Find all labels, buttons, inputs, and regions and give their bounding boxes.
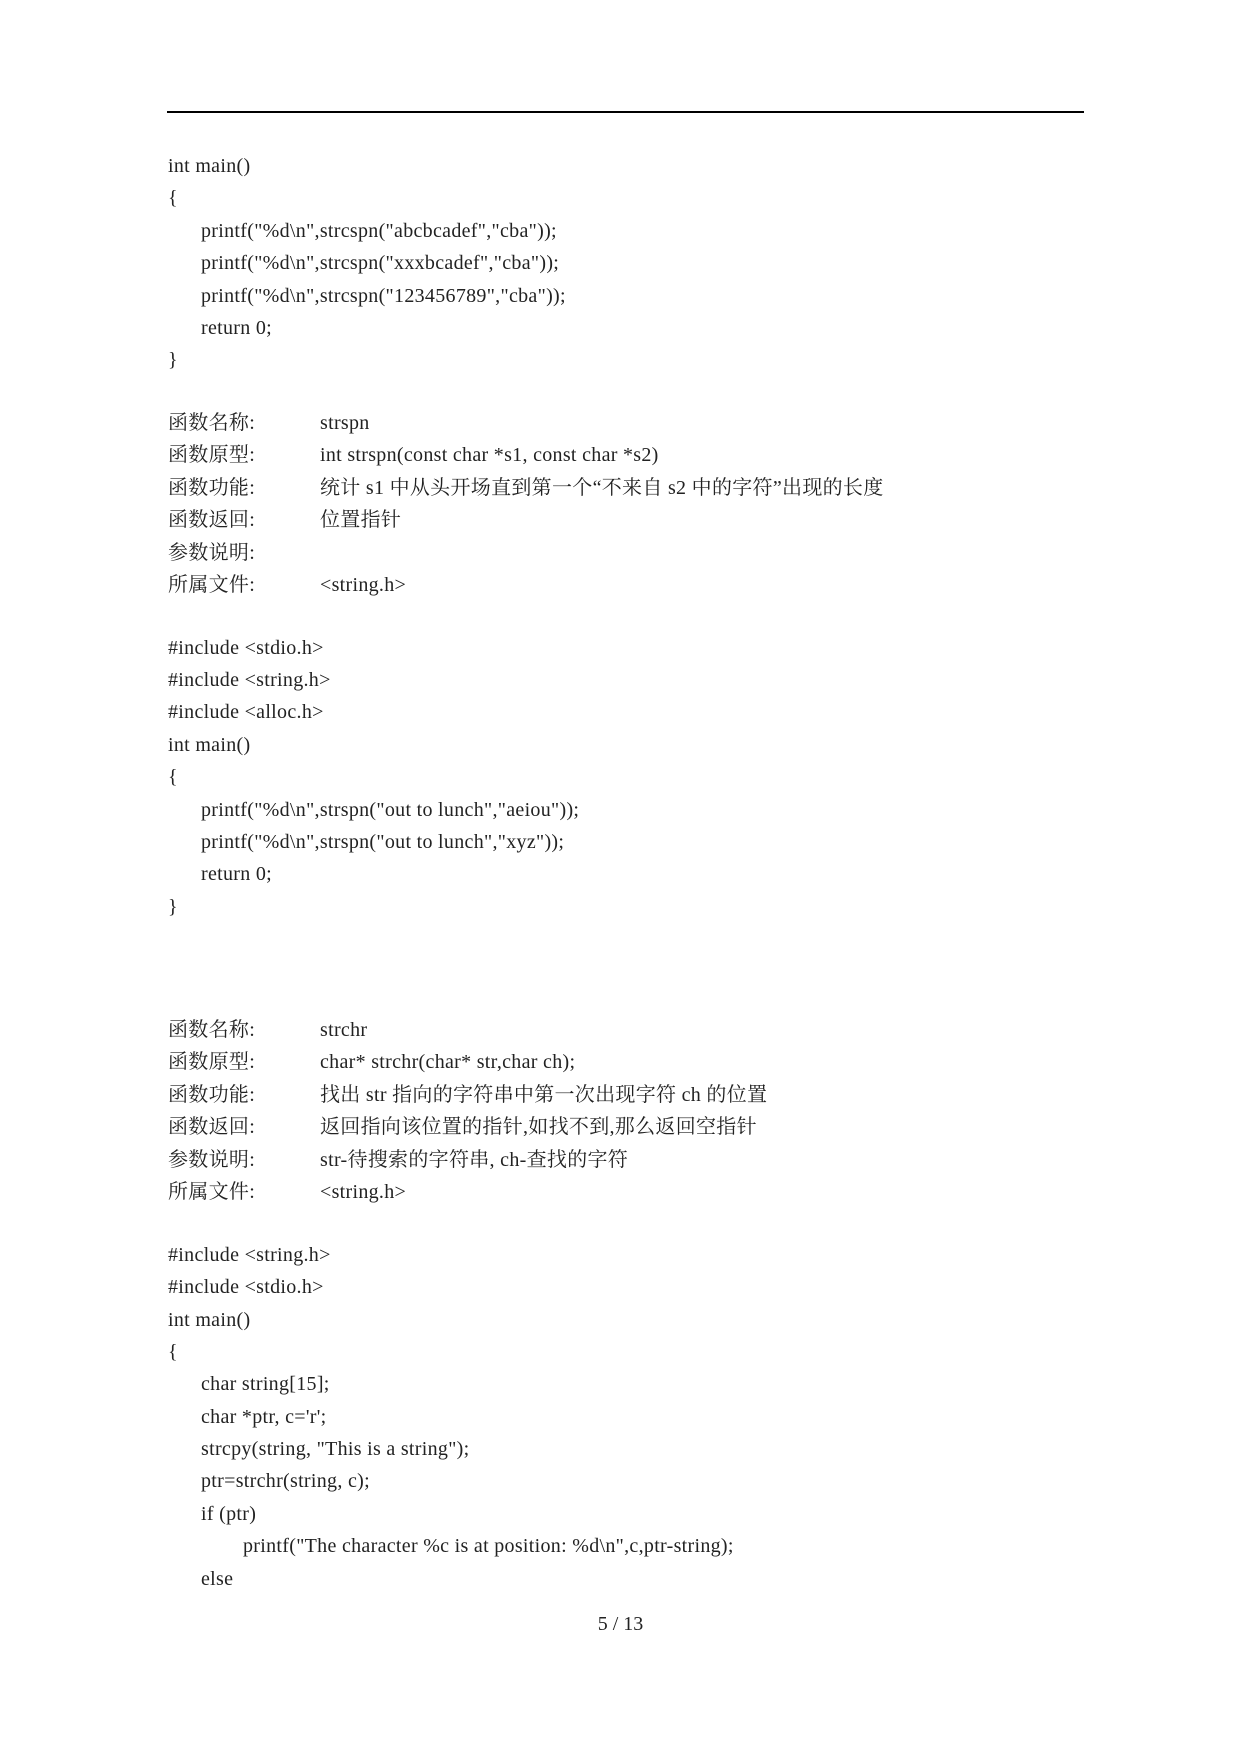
- code-line: }: [168, 895, 178, 918]
- function-description-strchr: [168, 1014, 1098, 1208]
- function-prototype-label: 函数原型:: [168, 444, 256, 467]
- code-line: {: [168, 766, 178, 789]
- function-file-row: [168, 569, 1098, 601]
- function-purpose-value: 找出 str 指向的字符串中第一次出现字符 ch 的位置: [320, 1083, 768, 1106]
- function-return-value: 返回指向该位置的指针,如找不到,那么返回空指针: [320, 1116, 757, 1139]
- function-params-row: [168, 1144, 1098, 1176]
- spacer: [168, 1208, 1098, 1238]
- spacer: [168, 953, 1098, 983]
- function-purpose-value: 统计 s1 中从头开场直到第一个“不来自 s2 中的字符”出现的长度: [320, 476, 884, 499]
- function-name-value: strchr: [320, 1019, 368, 1042]
- function-file-row: [168, 1176, 1098, 1208]
- function-file-value: <string.h>: [320, 573, 407, 596]
- page-number: 5 / 13: [597, 1613, 644, 1635]
- function-params-row: [168, 537, 1098, 569]
- code-block: [168, 150, 1098, 377]
- page-content: [168, 150, 1098, 1595]
- function-prototype-value: char* strchr(char* str,char ch);: [320, 1051, 576, 1074]
- code-line: return 0;: [201, 863, 273, 886]
- function-name-value: strspn: [320, 412, 370, 435]
- code-line: #include <alloc.h>: [168, 701, 324, 724]
- code-line: int main(): [168, 733, 251, 756]
- code-line: printf("%d\n",strspn("out to lunch","xyz"));: [201, 831, 565, 854]
- function-file-label: 所属文件:: [168, 1181, 256, 1204]
- spacer: [168, 377, 1098, 407]
- function-return-row: [168, 504, 1098, 536]
- code-line: {: [168, 1340, 178, 1363]
- code-line: printf("The character %c is at position: %d\n",c,ptr-string);: [243, 1535, 734, 1558]
- code-line: else: [201, 1567, 234, 1590]
- spacer: [168, 984, 1098, 1014]
- function-purpose-row: [168, 472, 1098, 504]
- code-line: #include <stdio.h>: [168, 636, 324, 659]
- function-params-label: 参数说明:: [168, 541, 256, 564]
- function-purpose-row: [168, 1079, 1098, 1111]
- code-line: #include <string.h>: [168, 669, 331, 692]
- function-name-row: [168, 1014, 1098, 1046]
- function-description-strspn: [168, 407, 1098, 601]
- function-params-label: 参数说明:: [168, 1148, 256, 1171]
- code-line: #include <string.h>: [168, 1243, 331, 1266]
- function-prototype-value: int strspn(const char *s1, const char *s2): [320, 444, 659, 467]
- function-prototype-row: [168, 1046, 1098, 1078]
- function-params-value: str-待搜索的字符串, ch-查找的字符: [320, 1148, 629, 1171]
- code-line: ptr=strchr(string, c);: [201, 1470, 370, 1493]
- function-return-label: 函数返回:: [168, 509, 256, 532]
- function-file-value: <string.h>: [320, 1181, 407, 1204]
- code-line: int main(): [168, 1308, 251, 1331]
- function-return-value: 位置指针: [320, 509, 402, 532]
- code-line: printf("%d\n",strcspn("xxxbcadef","cba"));: [201, 252, 560, 275]
- code-line: printf("%d\n",strcspn("123456789","cba"));: [201, 284, 566, 307]
- code-block: [168, 1239, 1098, 1595]
- code-line: printf("%d\n",strspn("out to lunch","aeiou"));: [201, 798, 580, 821]
- code-line: char string[15];: [201, 1373, 330, 1396]
- function-purpose-label: 函数功能:: [168, 1083, 256, 1106]
- code-line: return 0;: [201, 316, 273, 339]
- function-prototype-row: [168, 439, 1098, 471]
- spacer: [168, 923, 1098, 953]
- code-line: {: [168, 187, 178, 210]
- function-purpose-label: 函数功能:: [168, 476, 256, 499]
- header-rule: [167, 111, 1084, 113]
- function-name-label: 函数名称:: [168, 412, 256, 435]
- function-file-label: 所属文件:: [168, 573, 256, 596]
- function-name-label: 函数名称:: [168, 1019, 256, 1042]
- code-line: char *ptr, c='r';: [201, 1405, 327, 1428]
- code-line: int main(): [168, 155, 251, 177]
- code-line: strcpy(string, "This is a string");: [201, 1438, 470, 1461]
- code-line: printf("%d\n",strcspn("abcbcadef","cba"));: [201, 219, 557, 242]
- code-line: if (ptr): [201, 1502, 257, 1525]
- spacer: [168, 601, 1098, 631]
- function-prototype-label: 函数原型:: [168, 1051, 256, 1074]
- function-return-label: 函数返回:: [168, 1116, 256, 1139]
- code-line: }: [168, 349, 178, 372]
- code-block: [168, 632, 1098, 924]
- function-name-row: [168, 407, 1098, 439]
- function-return-row: [168, 1111, 1098, 1143]
- code-line: #include <stdio.h>: [168, 1276, 324, 1299]
